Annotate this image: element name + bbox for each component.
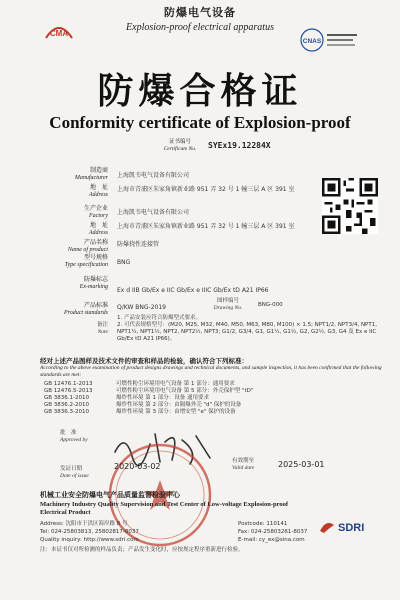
institution-address: Address: 沈阳市于洪区海岸路 8 号 xyxy=(40,521,128,527)
statement-cn: 经对上述产品图样及技术文件的审查和样品的检验，确认符合下列标准： xyxy=(40,357,248,365)
certificate-number-label: 证书编号 Certificate No. xyxy=(163,139,197,152)
factory-address-label: 地 址 Address xyxy=(88,222,108,236)
sdri-logo xyxy=(318,517,378,535)
factory-label: 生产企业 Factory xyxy=(83,205,108,219)
product-standards-value: Q/KW BNG-2019 xyxy=(117,304,166,311)
institution-email: E-mail: cy_ex@sina.com xyxy=(238,537,305,543)
standard-row: GB 12476.1-2013 可燃性粉尘环境用电气设备 第 1 部分：通用要求 xyxy=(44,381,235,387)
svg-text:CMA: CMA xyxy=(49,29,69,38)
standard-row: GB 3836.2-2010 爆炸性环境 第 2 部分：由隔爆外壳 "d" 保护的设备 xyxy=(44,402,242,408)
statement-en: According to the above examination of product designs drawings and technical documents, and sample inspection, it has been confirmed that the following standards are met: xyxy=(40,365,382,378)
valid-label: 有效期至 Valid date xyxy=(232,458,255,471)
valid-date: 2025-03-01 xyxy=(278,460,325,469)
notes-list xyxy=(117,315,387,343)
ex-marking-label: 防爆标志 Ex-marking xyxy=(79,276,108,290)
certificate-number: SYEx19.12284X xyxy=(208,141,271,150)
drawing-value: BNG-000 xyxy=(258,302,283,308)
qr-code xyxy=(322,178,378,234)
institution-postcode: Postcode: 110141 xyxy=(238,521,288,527)
standard-row: GB 3836.3-2010 爆炸性环境 第 3 部分：由增安型 "e" 保护的设备 xyxy=(44,409,236,415)
factory-address-value: 上海市青浦区朱家角镇新业路 951 弄 32 号 1 幢三层 A 区 391 室 xyxy=(117,223,295,230)
header-title-cn: 防爆电气设备 xyxy=(164,6,236,19)
cnas-logo xyxy=(300,28,360,52)
issue-date: 2020-03-02 xyxy=(114,462,161,471)
issue-label: 发证日期 Date of issue xyxy=(60,466,89,479)
svg-text:CNAS: CNAS xyxy=(302,38,322,45)
notes-label: 备注 Note xyxy=(96,322,108,335)
ex-marking-value: Ex d IIB Gb/Ex e IIC Gb/Ex e IIIC Gb/Ex tD A21 IP66 xyxy=(117,287,269,294)
header-title-en: Explosion-proof electrical apparatus xyxy=(126,22,274,33)
cma-logo xyxy=(44,22,74,40)
institution-inquiry: Quality inquiry: http://www.sdri.com xyxy=(40,537,139,543)
address-label: 地 址 Address xyxy=(88,184,108,198)
certificate-title-cn: 防爆合格证 xyxy=(97,71,303,112)
factory-value: 上海凯韦电气设备有限公司 xyxy=(117,209,190,216)
drawing-label: 图样编号 Drawing No. xyxy=(213,298,243,311)
type-value: BNG xyxy=(117,259,131,266)
note-item: 2. 可代表规格型号：(M20, M25, M32, M40, M50, M63, M80, M100) × 1.5; NPT1/2, NPT3/4, NPT1, NPT1¼, NPT1½, NPT2, NPT2½, NPT3; G1/2, G3/4, G1, G1¼, G1½, G2, G2½, G3, G4 及 Ex e IIC Gb/Ex tD A21 IP66)。 xyxy=(117,322,377,342)
standards-list xyxy=(44,381,384,416)
address-value: 上海市青浦区朱家角镇新业路 951 弄 32 号 1 幢三层 A 区 391 室 xyxy=(117,186,295,193)
svg-text:SDRI: SDRI xyxy=(338,522,365,534)
product-standards-label: 产品标准 Product standards xyxy=(63,302,108,316)
note-item: 1. 产品安装应符合防爆型式要求。 xyxy=(117,315,201,321)
footer-note: 注：本证书仅对所检测的样品负责；产品发生变化时，应按规定程序重新进行检验。 xyxy=(40,547,244,553)
manufacturer-label: 制造商 Manufacturer xyxy=(74,167,108,181)
institution-tel: Tel: 024-25803813, 25802817-8037 xyxy=(40,529,139,535)
type-label: 型号规格 Type specification xyxy=(64,254,108,268)
institution-fax: Fax: 024-25803261-8037 xyxy=(238,529,308,535)
standard-row: GB 12476.5-2013 可燃性粉尘环境用电气设备 第 5 部分：外壳保护型 "tD" xyxy=(44,388,254,394)
institution-name-en: Machinery Industry Quality Supervision and Test Center of Low-voltage Explosion-proof Electrical Product xyxy=(40,501,289,516)
certificate-title-en: Conformity certificate of Explosion-proof xyxy=(49,113,351,132)
manufacturer-value: 上海凯韦电气设备有限公司 xyxy=(117,172,190,179)
product-name-value: 防爆挠性连接管 xyxy=(117,241,160,248)
product-name-label: 产品名称 Name of product xyxy=(67,239,108,253)
standard-row: GB 3836.1-2010 爆炸性环境 第 1 部分：设备 通用要求 xyxy=(44,395,209,401)
institution-name-cn: 机械工业安全防爆电气产品质量监督检验中心 xyxy=(40,491,180,499)
approved-label: 批 准 Approved by xyxy=(60,430,88,443)
